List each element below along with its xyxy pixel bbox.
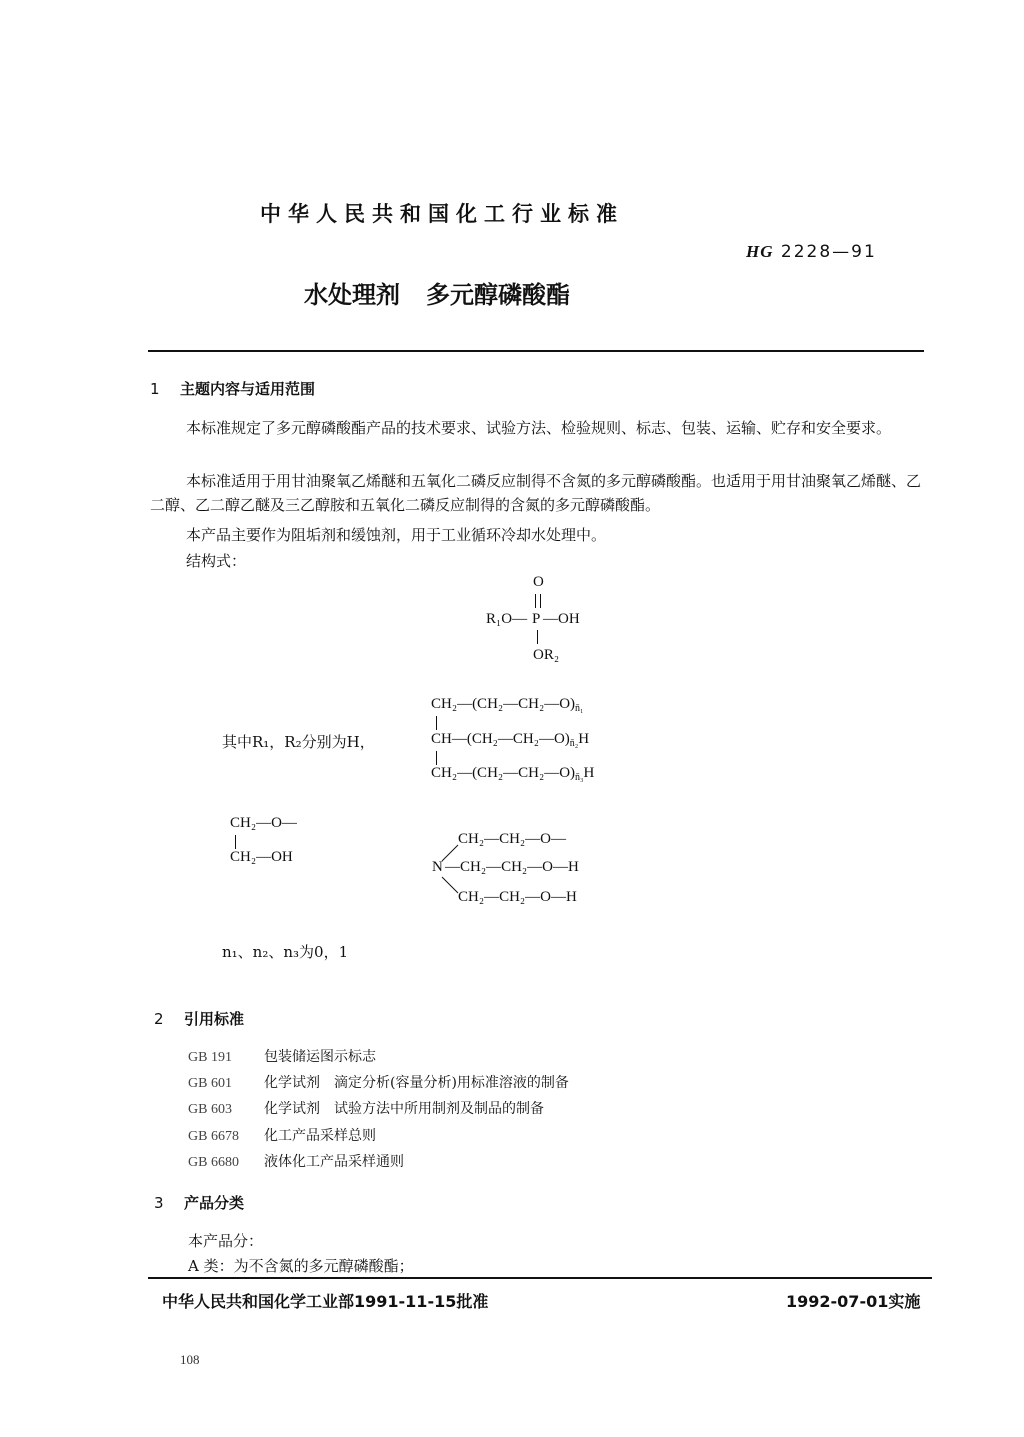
glycol-bond [235, 835, 236, 849]
phosphate-bottom-group: OR₂ [533, 647, 560, 663]
section-3-number: 3 [154, 1194, 164, 1212]
glycerol-bond-1 [436, 716, 437, 730]
n-values-note: n₁、n₂、n₃为0，1 [222, 943, 349, 961]
phosphate-atom: P [532, 611, 541, 627]
phosphate-right-group: —OH [543, 611, 580, 627]
glycerol-line-2: $CH—(CH_2—CH_2—O)_{n̄_2}H$ [431, 731, 590, 749]
glycerol-line-1: $CH_2—(CH_2—CH_2—O)_{n̄_1}$ [431, 696, 584, 714]
section-2-heading [154, 1008, 244, 1029]
reference-item [188, 1046, 376, 1066]
glycol-line-1: CH₂—O— [230, 815, 297, 831]
approval-statement: 中华人民共和国化学工业部1991-11-15批准 [162, 1292, 489, 1311]
reference-title: 包装储运图示标志 [264, 1049, 376, 1065]
phosphate-left-group: R₁O— [486, 611, 528, 627]
glycerol-bond-2 [436, 751, 437, 765]
section-1-paragraph-3: 本产品主要作为阻垢剂和缓蚀剂，用于工业循环冷却水处理中。 [186, 526, 607, 544]
section-2-title: 引用标准 [184, 1010, 245, 1028]
section-1-number: 1 [150, 380, 160, 398]
section-1-heading [150, 378, 315, 399]
phosphate-oxygen: O [533, 574, 544, 590]
standard-code-prefix: HG [746, 242, 774, 261]
section-3-title: 产品分类 [184, 1194, 245, 1212]
section-1-title: 主题内容与适用范围 [180, 380, 316, 398]
document-title-part2: 多元醇磷酸酯 [426, 281, 570, 309]
reference-code: GB 601 [188, 1076, 232, 1091]
reference-code: GB 6680 [188, 1155, 239, 1170]
section-3-line-2: A 类：为不含氮的多元醇磷酸酯； [188, 1257, 414, 1275]
section-3-line-1: 本产品分： [188, 1232, 264, 1250]
phosphate-single-bond [537, 630, 538, 644]
document-title-part1: 水处理剂 [304, 281, 400, 309]
section-1-paragraph-2: 本标准适用于用甘油聚氧乙烯醚和五氧化二磷反应制得不含氮的多元醇磷酸酯。也适用于用甘油聚氧乙烯醚、乙二醇、乙二醇乙醚及三乙醇胺和五氧化二磷反应制得的含氮的多元醇磷酸酯。 [150, 472, 922, 514]
top-divider [148, 350, 924, 352]
section-1-paragraph-1: 本标准规定了多元醇磷酸酯产品的技术要求、试验方法、检验规则、标志、包装、运输、贮存和安全要求。 [186, 419, 892, 437]
reference-title: 液体化工产品采样通则 [264, 1154, 404, 1170]
reference-item [188, 1072, 569, 1092]
amine-line-1: CH₂—CH₂—O— [458, 831, 566, 847]
reference-title: 化学试剂 试验方法中所用制剂及制品的制备 [264, 1101, 544, 1117]
formula-label: 结构式： [186, 552, 247, 570]
standard-code [746, 242, 877, 262]
reference-code: GB 603 [188, 1102, 232, 1117]
amine-line-2: —CH₂—CH₂—O—H [445, 859, 579, 875]
reference-item [188, 1151, 404, 1171]
amine-nitrogen: N [432, 859, 443, 875]
glycol-line-2: CH₂—OH [230, 849, 293, 865]
r-groups-definition: 其中R₁，R₂分别为H， [222, 733, 375, 751]
reference-code: GB 6678 [188, 1129, 239, 1144]
section-2-number: 2 [154, 1010, 164, 1028]
reference-code: GB 191 [188, 1050, 232, 1065]
section-3-heading [154, 1192, 244, 1213]
effective-date: 1992-07-01实施 [786, 1292, 921, 1311]
standard-name: 中华人民共和国化工行业标准 [260, 202, 624, 226]
document-title [304, 275, 570, 310]
glycerol-line-3: $CH_2—(CH_2—CH_2—O)_{n̄_3}H$ [431, 765, 595, 783]
page-number: 108 [180, 1352, 200, 1367]
phosphate-double-bond [535, 594, 541, 608]
reference-title: 化学试剂 滴定分析(容量分析)用标准溶液的制备 [264, 1075, 569, 1091]
amine-line-3: CH₂—CH₂—O—H [458, 889, 577, 905]
footer-divider [148, 1277, 932, 1279]
reference-item [188, 1098, 544, 1118]
standard-code-number: 2228—91 [780, 242, 877, 262]
reference-title: 化工产品采样总则 [264, 1128, 376, 1144]
reference-item [188, 1125, 376, 1145]
